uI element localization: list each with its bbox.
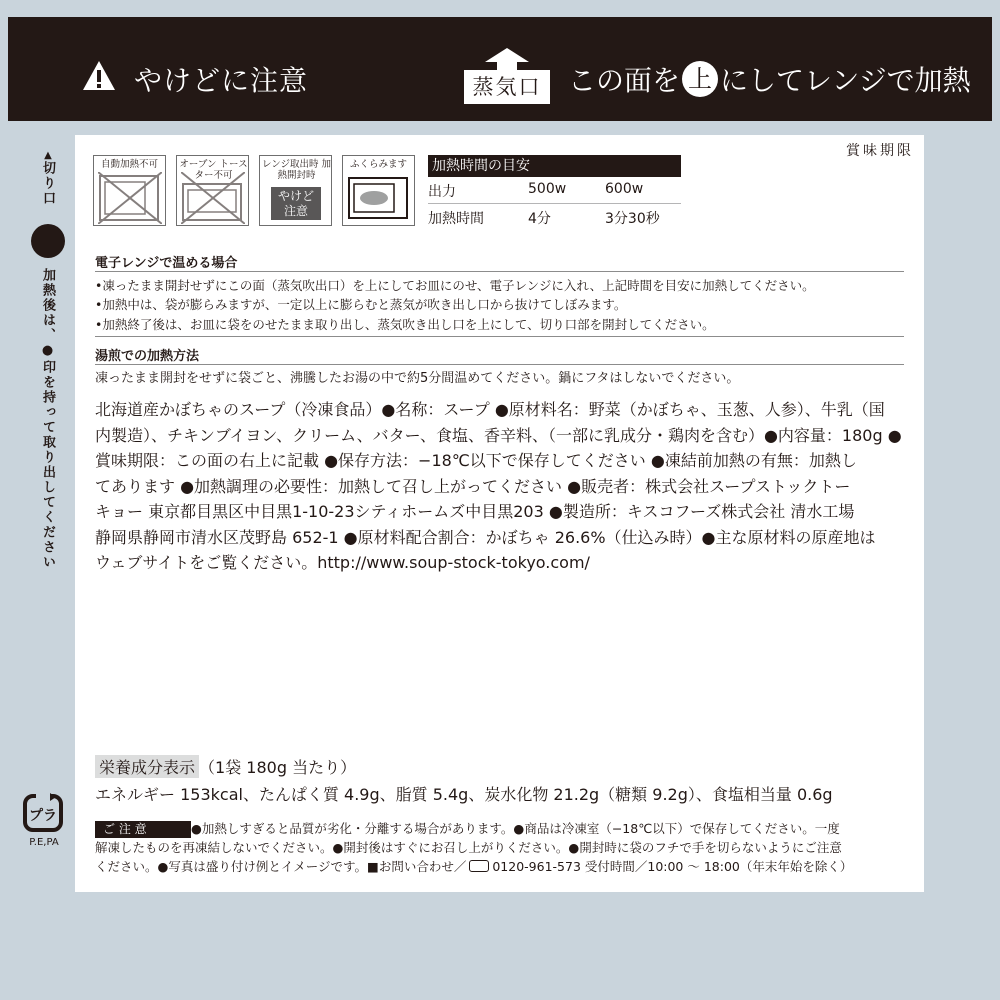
cell-600w: 600w [605,181,644,197]
heating-time-table [428,155,681,230]
note-line: 解凍したものを再凍結しないでください。●開封後はすぐにお召し上がりください。●開封時に袋のフチで手を切らないようにご注意 [95,840,842,855]
cut-mark [38,150,58,206]
cut-label: 切り口 [40,161,55,206]
cell-600w: 3分30秒 [605,211,660,227]
microwave-section-title: 電子レンジで温める場合 [95,256,238,271]
nutrition-values: エネルギー 153kcal、たんぱく質 4.9g、脂質 5.4g、炭水化物 21.2g（糖類 9.2g）、食塩相当量 0.6g [95,785,833,804]
burn-warning-badge: やけど 注意 [271,187,321,220]
toaster-prohibited-icon [181,172,245,224]
description-line: てあります ●加熱調理の必要性：加熱して召し上がってください ●販売者：株式会社スープストックトー [95,476,851,496]
description-line: 北海道産かぼちゃのスープ（冷凍食品）●名称：スープ ●原材料名：野菜（かぼちゃ、玉葱、人参）、牛乳（国 [95,400,885,419]
microwave-line-2: •加熱中は、袋が膨らみますが、一定以上に膨らむと蒸気が吹き出し口から抜けてしぼみます。 [95,297,627,312]
caution-notes [95,819,910,876]
microwave-prohibited-icon [98,172,162,224]
contact-info: 0120-961-573 受付時間／10:00 〜 18:00（年末年始を除く） [492,859,853,874]
icon-inflates [342,155,415,226]
divider [95,336,904,337]
heating-table-title: 加熱時間の目安 [428,155,681,177]
cut-arrow-icon: ▲ [44,150,52,161]
description-line: 賞味期限：この面の右上に記載 ●保存方法：−18℃以下で保存してください ●凍結前加熱の有無：加熱し [95,451,857,470]
nutrition-title: 栄養成分表示 [95,755,199,778]
note-text: ください。●写真は盛り付け例とイメージです。■お問い合わせ／ [95,859,467,874]
boil-text: 凍ったまま開封をせずに袋ごと、沸騰したお湯の中で約5分間温めてください。鍋にフタはしないでください。 [95,371,740,386]
description-line: 内製造）、チキンブイヨン、クリーム、バター、食塩、香辛料、（一部に乳成分・鶏肉を含む）●内容量：180g ● [95,425,902,445]
up-arrow-icon [485,48,529,72]
info-label [75,135,924,892]
row-label: 出力 [428,184,456,200]
top-banner [8,17,992,121]
row-label: 加熱時間 [428,211,484,227]
cell-500w: 500w [528,181,567,197]
product-description [95,397,915,576]
nutrition-header [95,755,356,778]
icon-label: オーブン トースター不可 [179,159,248,181]
table-row [428,177,681,204]
icon-label: 自動加熱不可 [100,159,158,170]
divider [95,364,904,365]
side-up-after: にしてレンジで加熱 [720,64,971,97]
cell-500w: 4分 [528,211,551,227]
recycle-mark [22,793,66,848]
phone-icon [469,860,489,872]
icon-burn-caution [259,155,332,226]
table-row [428,204,681,230]
note-line [95,819,910,838]
recycle-code: プラ [29,808,57,824]
this-side-up-text [568,59,971,100]
side-up-before: この面を [568,64,681,97]
note-line [95,857,910,876]
recycle-material: P.E,PA [29,837,59,848]
steam-vent-marker [464,48,550,104]
burn-caution-text: やけどに注意 [134,64,309,97]
note-text: ●加熱しすぎると品質が劣化・分離する場合があります。●商品は冷凍室（−18℃以下）で保存してください。一度 [191,821,840,836]
description-line: キョー 東京都目黒区中目黒1-10-23シティホームズ中目黒203 ●製造所：キスコフーズ株式会社 清水工場 [95,502,855,521]
boil-section-title: 湯煎での加熱方法 [95,349,200,364]
description-line: ウェブサイトをご覧ください。http://www.soup-stock-tokyo.com/ [95,553,590,572]
microwave-line-3: •加熱終了後は、お皿に袋をのせたまま取り出し、蒸気吹き出し口を上にして、切り口部を開封してください。 [95,317,715,332]
microwave-icon [347,174,411,222]
best-before-label: 賞味期限 [846,143,914,159]
removal-instruction: 加熱後は、●印を持って取り出してください [40,268,55,570]
steam-vent-label: 蒸気口 [464,70,550,104]
icon-label: レンジ取出時 加熱開封時 [261,159,332,181]
description-line: 静岡県静岡市清水区茂野島 652-1 ●原材料配合割合：かぼちゃ 26.6%（仕込み時）●主な原材料の原産地は [95,527,876,547]
microwave-line-1: •凍ったまま開封せずにこの面（蒸気吹出口）を上にしてお皿にのせ、電子レンジに入れ、上記時間を目安に加熱してください。 [95,278,815,293]
recycle-pla-icon [22,793,64,833]
divider [95,271,904,272]
icon-label: ふくらみます [349,159,407,170]
caution-tag: ご 注 意 [95,821,191,838]
nutrition-per: （1袋 180g 当たり） [199,758,357,777]
icon-no-auto-heat [93,155,166,226]
icon-no-oven-toaster [176,155,249,226]
grab-dot [31,224,65,258]
up-circle-badge: 上 [682,61,718,97]
warning-icon [82,60,116,91]
